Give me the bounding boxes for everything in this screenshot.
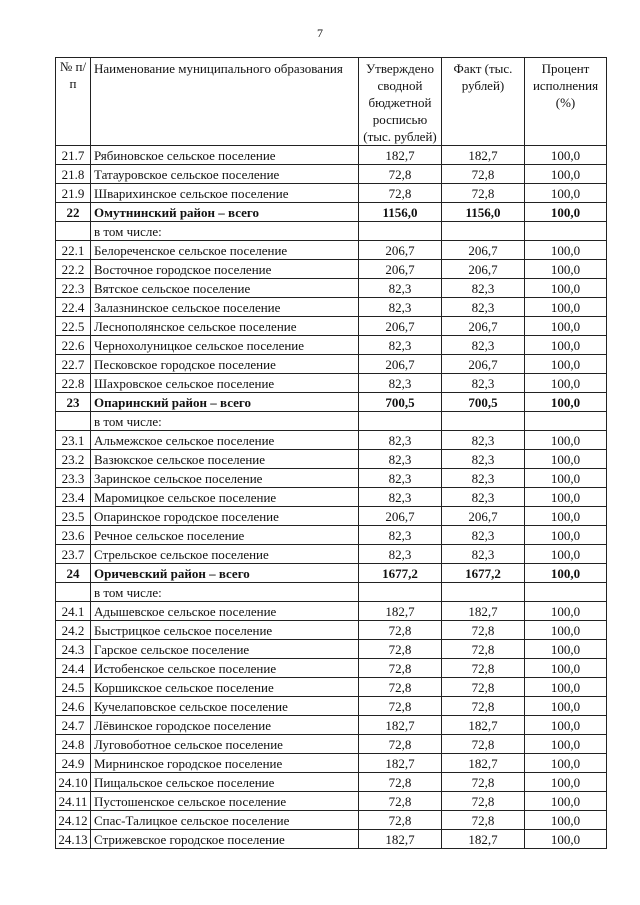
row-approved: 72,8: [359, 773, 442, 792]
row-approved: 82,3: [359, 336, 442, 355]
row-approved: 82,3: [359, 298, 442, 317]
row-number: 24: [56, 564, 91, 583]
table-row: [56, 659, 607, 678]
table-header-row: [56, 58, 607, 146]
row-fact: 72,8: [442, 165, 525, 184]
row-approved: 72,8: [359, 621, 442, 640]
row-approved: 82,3: [359, 526, 442, 545]
row-approved: 182,7: [359, 146, 442, 165]
row-name: Опаринское городское поселение: [91, 507, 359, 526]
row-percent: 100,0: [525, 773, 607, 792]
row-fact: 1156,0: [442, 203, 525, 222]
table-row-subheading: [56, 412, 607, 431]
row-fact: 182,7: [442, 830, 525, 849]
table-row-subheading: [56, 222, 607, 241]
table-row: [56, 678, 607, 697]
table-row: [56, 697, 607, 716]
row-fact: 206,7: [442, 260, 525, 279]
row-percent: 100,0: [525, 526, 607, 545]
row-fact: 82,3: [442, 431, 525, 450]
table-row: [56, 621, 607, 640]
row-percent: 100,0: [525, 621, 607, 640]
table-row: [56, 355, 607, 374]
row-number: 24.10: [56, 773, 91, 792]
row-name: Леснополянское сельское поселение: [91, 317, 359, 336]
row-name: Чернохолуницкое сельское поселение: [91, 336, 359, 355]
table-row: [56, 792, 607, 811]
row-fact: 182,7: [442, 716, 525, 735]
row-name: Рябиновское сельское поселение: [91, 146, 359, 165]
row-approved: 206,7: [359, 355, 442, 374]
row-name: Опаринский район – всего: [91, 393, 359, 412]
row-fact: 82,3: [442, 488, 525, 507]
header-approved: Утверждено сводной бюджетной росписью (тыс. рублей): [359, 58, 442, 146]
row-fact: 182,7: [442, 146, 525, 165]
row-fact: 72,8: [442, 792, 525, 811]
table-row: [56, 184, 607, 203]
row-approved: 72,8: [359, 697, 442, 716]
table-row: [56, 241, 607, 260]
row-name: Гарское сельское поселение: [91, 640, 359, 659]
row-fact: 182,7: [442, 754, 525, 773]
row-approved: [359, 583, 442, 602]
table-row: [56, 279, 607, 298]
row-number: 21.7: [56, 146, 91, 165]
row-number: [56, 412, 91, 431]
row-percent: 100,0: [525, 241, 607, 260]
row-name: Омутнинский район – всего: [91, 203, 359, 222]
row-fact: 72,8: [442, 621, 525, 640]
row-name: Адышевское сельское поселение: [91, 602, 359, 621]
row-percent: 100,0: [525, 640, 607, 659]
row-percent: 100,0: [525, 393, 607, 412]
row-percent: 100,0: [525, 279, 607, 298]
row-name: Шварихинское сельское поселение: [91, 184, 359, 203]
table-row: [56, 507, 607, 526]
row-name: Заринское сельское поселение: [91, 469, 359, 488]
row-name: Стрижевское городское поселение: [91, 830, 359, 849]
row-percent: 100,0: [525, 165, 607, 184]
row-approved: 206,7: [359, 260, 442, 279]
row-approved: 182,7: [359, 830, 442, 849]
row-number: 24.8: [56, 735, 91, 754]
row-name: Лёвинское городское поселение: [91, 716, 359, 735]
row-percent: 100,0: [525, 146, 607, 165]
page-number: 7: [317, 26, 323, 40]
table-row: [56, 450, 607, 469]
row-name: Залазнинское сельское поселение: [91, 298, 359, 317]
row-approved: 72,8: [359, 811, 442, 830]
row-name: Пищальское сельское поселение: [91, 773, 359, 792]
table-row: [56, 146, 607, 165]
row-percent: 100,0: [525, 184, 607, 203]
table-row: [56, 165, 607, 184]
row-number: 22.4: [56, 298, 91, 317]
table-row: [56, 545, 607, 564]
row-fact: 72,8: [442, 659, 525, 678]
row-name: Песковское городское поселение: [91, 355, 359, 374]
row-number: 24.7: [56, 716, 91, 735]
table-row: [56, 716, 607, 735]
row-percent: 100,0: [525, 659, 607, 678]
row-name: Оричевский район – всего: [91, 564, 359, 583]
row-fact: 82,3: [442, 469, 525, 488]
row-name: Белореченское сельское поселение: [91, 241, 359, 260]
header-name: Наименование муниципального образования: [91, 58, 359, 146]
row-number: [56, 583, 91, 602]
row-fact: 82,3: [442, 279, 525, 298]
row-percent: 100,0: [525, 716, 607, 735]
row-percent: 100,0: [525, 298, 607, 317]
row-number: 24.2: [56, 621, 91, 640]
row-percent: 100,0: [525, 336, 607, 355]
budget-table: [55, 57, 607, 849]
row-percent: 100,0: [525, 450, 607, 469]
table-row: [56, 317, 607, 336]
row-number: 23.3: [56, 469, 91, 488]
row-name: в том числе:: [91, 222, 359, 241]
row-percent: 100,0: [525, 735, 607, 754]
table-row-total: [56, 564, 607, 583]
row-percent: 100,0: [525, 564, 607, 583]
table-row: [56, 431, 607, 450]
row-percent: 100,0: [525, 488, 607, 507]
row-number: 23.2: [56, 450, 91, 469]
row-percent: [525, 412, 607, 431]
row-number: 23.1: [56, 431, 91, 450]
row-approved: 1156,0: [359, 203, 442, 222]
row-number: 22.8: [56, 374, 91, 393]
row-approved: 700,5: [359, 393, 442, 412]
row-number: [56, 222, 91, 241]
row-fact: 72,8: [442, 811, 525, 830]
row-number: 23.6: [56, 526, 91, 545]
table-row: [56, 754, 607, 773]
row-number: 22.6: [56, 336, 91, 355]
row-approved: 206,7: [359, 241, 442, 260]
row-approved: 1677,2: [359, 564, 442, 583]
row-name: Стрельское сельское поселение: [91, 545, 359, 564]
row-name: Татауровское сельское поселение: [91, 165, 359, 184]
row-fact: 206,7: [442, 507, 525, 526]
row-number: 23.4: [56, 488, 91, 507]
row-number: 22.2: [56, 260, 91, 279]
header-fact: Факт (тыс. рублей): [442, 58, 525, 146]
row-percent: 100,0: [525, 203, 607, 222]
row-fact: 82,3: [442, 450, 525, 469]
row-approved: 72,8: [359, 640, 442, 659]
table-row: [56, 298, 607, 317]
row-name: Вятское сельское поселение: [91, 279, 359, 298]
row-percent: 100,0: [525, 602, 607, 621]
row-name: Мирнинское городское поселение: [91, 754, 359, 773]
table-row: [56, 811, 607, 830]
row-number: 22.1: [56, 241, 91, 260]
row-fact: [442, 222, 525, 241]
row-approved: 182,7: [359, 716, 442, 735]
header-percent: Процент исполнения (%): [525, 58, 607, 146]
row-percent: 100,0: [525, 792, 607, 811]
row-number: 24.3: [56, 640, 91, 659]
row-fact: [442, 583, 525, 602]
row-approved: 72,8: [359, 678, 442, 697]
row-fact: 206,7: [442, 317, 525, 336]
row-name: Спас-Талицкое сельское поселение: [91, 811, 359, 830]
row-percent: 100,0: [525, 355, 607, 374]
row-fact: 1677,2: [442, 564, 525, 583]
row-fact: 72,8: [442, 735, 525, 754]
row-name: Быстрицкое сельское поселение: [91, 621, 359, 640]
row-percent: [525, 222, 607, 241]
row-number: 24.1: [56, 602, 91, 621]
row-number: 22: [56, 203, 91, 222]
row-percent: 100,0: [525, 754, 607, 773]
table-row: [56, 488, 607, 507]
row-fact: 182,7: [442, 602, 525, 621]
row-number: 23.7: [56, 545, 91, 564]
row-percent: 100,0: [525, 697, 607, 716]
table-row: [56, 336, 607, 355]
row-name: Восточное городское поселение: [91, 260, 359, 279]
row-number: 23: [56, 393, 91, 412]
row-approved: 182,7: [359, 754, 442, 773]
row-approved: 72,8: [359, 735, 442, 754]
row-approved: 72,8: [359, 659, 442, 678]
row-approved: 82,3: [359, 279, 442, 298]
row-number: 24.13: [56, 830, 91, 849]
table-row-total: [56, 393, 607, 412]
row-percent: 100,0: [525, 469, 607, 488]
row-name: Истобенское сельское поселение: [91, 659, 359, 678]
row-approved: [359, 412, 442, 431]
row-number: 24.6: [56, 697, 91, 716]
row-fact: 700,5: [442, 393, 525, 412]
row-approved: 82,3: [359, 488, 442, 507]
row-name: в том числе:: [91, 583, 359, 602]
row-number: 22.7: [56, 355, 91, 374]
row-percent: 100,0: [525, 507, 607, 526]
row-approved: 82,3: [359, 545, 442, 564]
row-number: 24.11: [56, 792, 91, 811]
table-row: [56, 260, 607, 279]
row-number: 24.9: [56, 754, 91, 773]
row-name: Луговоботное сельское поселение: [91, 735, 359, 754]
row-fact: 72,8: [442, 773, 525, 792]
row-name: Шахровское сельское поселение: [91, 374, 359, 393]
row-fact: 206,7: [442, 355, 525, 374]
row-fact: 72,8: [442, 640, 525, 659]
row-name: Пустошенское сельское поселение: [91, 792, 359, 811]
table-row: [56, 735, 607, 754]
row-percent: 100,0: [525, 317, 607, 336]
row-name: Речное сельское поселение: [91, 526, 359, 545]
row-approved: 82,3: [359, 374, 442, 393]
table-row-subheading: [56, 583, 607, 602]
row-name: Коршикское сельское поселение: [91, 678, 359, 697]
row-number: 22.3: [56, 279, 91, 298]
row-number: 24.4: [56, 659, 91, 678]
table-row: [56, 526, 607, 545]
row-number: 22.5: [56, 317, 91, 336]
row-approved: 72,8: [359, 165, 442, 184]
row-number: 24.12: [56, 811, 91, 830]
row-approved: 82,3: [359, 469, 442, 488]
row-name: в том числе:: [91, 412, 359, 431]
row-percent: 100,0: [525, 830, 607, 849]
row-fact: [442, 412, 525, 431]
row-approved: 82,3: [359, 431, 442, 450]
row-approved: 72,8: [359, 792, 442, 811]
row-percent: [525, 583, 607, 602]
row-name: Маромицкое сельское поселение: [91, 488, 359, 507]
row-percent: 100,0: [525, 260, 607, 279]
row-approved: 82,3: [359, 450, 442, 469]
row-fact: 206,7: [442, 241, 525, 260]
row-number: 21.8: [56, 165, 91, 184]
row-approved: 206,7: [359, 317, 442, 336]
row-number: 24.5: [56, 678, 91, 697]
row-approved: 206,7: [359, 507, 442, 526]
row-percent: 100,0: [525, 374, 607, 393]
row-percent: 100,0: [525, 545, 607, 564]
table-row: [56, 830, 607, 849]
table-row: [56, 602, 607, 621]
row-percent: 100,0: [525, 811, 607, 830]
row-approved: [359, 222, 442, 241]
row-fact: 82,3: [442, 545, 525, 564]
row-name: Кучелаповское сельское поселение: [91, 697, 359, 716]
row-approved: 72,8: [359, 184, 442, 203]
row-fact: 82,3: [442, 374, 525, 393]
row-fact: 72,8: [442, 678, 525, 697]
table-body: [56, 146, 607, 849]
row-percent: 100,0: [525, 431, 607, 450]
table-row: [56, 773, 607, 792]
row-fact: 72,8: [442, 184, 525, 203]
row-number: 23.5: [56, 507, 91, 526]
row-name: Вазюкское сельское поселение: [91, 450, 359, 469]
row-fact: 82,3: [442, 298, 525, 317]
table-row: [56, 640, 607, 659]
row-number: 21.9: [56, 184, 91, 203]
row-fact: 82,3: [442, 336, 525, 355]
header-num: № п/п: [56, 58, 91, 146]
row-fact: 72,8: [442, 697, 525, 716]
row-name: Альмежское сельское поселение: [91, 431, 359, 450]
table-row: [56, 469, 607, 488]
row-percent: 100,0: [525, 678, 607, 697]
table-row-total: [56, 203, 607, 222]
table-row: [56, 374, 607, 393]
row-approved: 182,7: [359, 602, 442, 621]
row-fact: 82,3: [442, 526, 525, 545]
